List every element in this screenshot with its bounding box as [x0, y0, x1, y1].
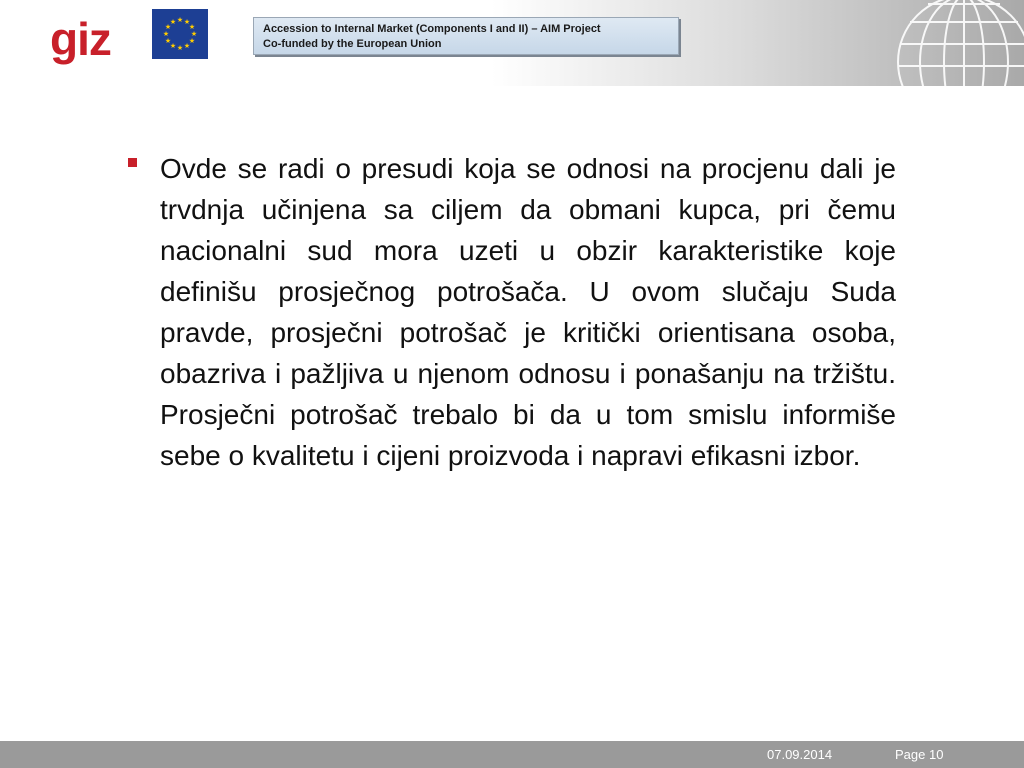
svg-text:★: ★: [190, 30, 198, 38]
svg-text:★: ★: [183, 42, 191, 50]
slide-footer: [0, 741, 1024, 768]
giz-logo: giz: [50, 13, 111, 65]
svg-text:★: ★: [188, 37, 196, 45]
svg-text:★: ★: [162, 30, 170, 38]
svg-text:★: ★: [169, 18, 177, 26]
slide-header: [0, 0, 1024, 86]
svg-text:★: ★: [176, 16, 184, 24]
project-cofunding: Co-funded by the European Union: [263, 38, 442, 50]
page-number: Page 10: [895, 747, 944, 762]
footer-date: 07.09.2014: [767, 747, 833, 762]
svg-text:★: ★: [164, 23, 172, 31]
bullet-paragraph: Ovde se radi o presudi koja se odnosi na procjenu dali je trvdnja učinjena sa ciljem da obmani kupca, pri čemu nacionalni sud mora uzeti u obzir karakteristike koje definišu prosječnog potrošača. U ovom slučaju Suda pravde, prosječni potrošač je kritički orientisana osoba, obazriva i pažljiva u njenom odnosu i ponašanju na tržištu. Prosječni potrošač trebalo bi da u tom smislu informiše sebe o kvalitetu i cijeni proizvoda i napravi efikasni izbor.: [160, 153, 896, 471]
svg-text:★: ★: [176, 44, 184, 52]
project-title: Accession to Internal Market (Components I and II) – AIM Project: [263, 23, 601, 35]
svg-text:★: ★: [164, 37, 172, 45]
project-banner: [253, 17, 679, 55]
svg-text:★: ★: [169, 42, 177, 50]
svg-text:★: ★: [183, 18, 191, 26]
svg-text:★: ★: [188, 23, 196, 31]
globe-icon: [890, 0, 1024, 86]
square-bullet-icon: [128, 158, 137, 167]
eu-flag-icon: [152, 9, 208, 59]
slide-body: [128, 148, 896, 476]
